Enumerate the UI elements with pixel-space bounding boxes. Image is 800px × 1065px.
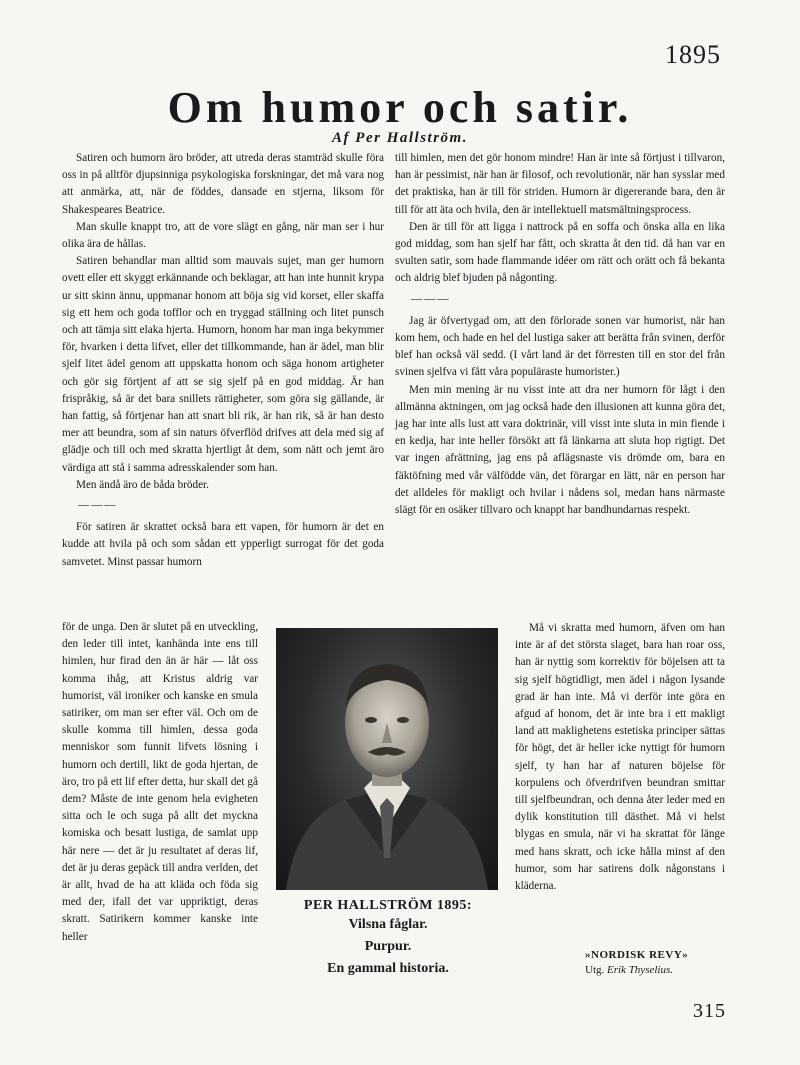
year-label: 1895 <box>665 40 721 69</box>
paragraph: Men ändå äro de båda bröder. <box>76 478 209 491</box>
paragraph: För satiren är skrattet också bara ett vapen, för humorn är det en kudde att hvila på och som sådan ett ypperligt surrogat för det goda samvetet. Minst passar humorn <box>62 521 384 568</box>
paragraph: Må vi skratta med humorn, äfven om han inte är af det största slaget, bara han roar oss, han är nyttig som korrektiv för böjelsen att ta sig sjelf högtidligt, men ädel i någon lysande grad är han inte. Må vi derför inte göra en afgud af honom, det är inte bra i ett makligt land att maklighetens estetiska principer sättas för högt, det är heller icke nyttigt för humorn sjelf, ty han har af naturen böjelse för korpulens och öfverdrifven beundran smittar till sjelfbeundran, och denna åter leder med en dylik konstitution till dästhet. Må vi helst blygas en smula, när vi ha skrattat för länge med hans skratt, och icke hålla minst af den humor, som har satirens dolk någonstans i kläderna. <box>515 622 725 893</box>
paragraph: Den är till för att ligga i nattrock på en soffa och önska alla en lika god middag, som han sjelf har fått, och skratta åt den tid. då han var en svulten satir, som hade flammande idéer om rätt och orätt och få bekanta och aldrig blef bjuden på någonting. <box>395 220 725 285</box>
paragraph: Satiren och humorn äro bröder, att utreda deras stamträd skulle föra oss in på alltför djupsinniga psykologiska forskningar, det må vara nog att anmärka, att, när de föddes, dansade en stjerna, liksom för Shakespeares Beatrice. <box>62 152 384 216</box>
credit-source: »NORDISK REVY» <box>585 949 689 961</box>
caption-work-1: Vilsna fåglar. <box>348 917 428 932</box>
paragraph: Man skulle knappt tro, att de vore slägt en gång, när man ser i hur olika ära de hållas. <box>62 220 384 251</box>
caption-work-2: Purpur. <box>364 939 412 954</box>
caption-work-3: En gammal historia. <box>327 961 449 976</box>
caption-name: PER HALLSTRÖM 1895: <box>303 898 473 913</box>
section-separator: ——— <box>411 292 451 305</box>
credit-editor: Erik Thyselius. <box>607 964 673 976</box>
paragraph: Satiren behandlar man alltid som mauvais sujet, man ger humorn ovett eller ett skyggt erkännande och beklagar, att han inte hunnit krypa ur sitt skinn ännu, uppmanar honom att böja sig vid korset, eller skaffa sig ett hem och goda tofflor och en tryggad ställning och litet punsch och att tämja sitt elaka hjerta. Humorn, honom har man inga bekymmer för, hvarken i detta lifvet, eller det tillkommande, han är ädel, man blir sjelf litet ädel genom att uppskatta honom och säga honom artigheter och gör sig förtjent af att se sig sjelf på en god middag. Är han frispråkig, så är det bara snillets rättigheter, som göra sig gällande, är han fattig, så förtjenar han att snart bli rik, är han rik, så är han desto mer att beundra, som af sin naturs öfverflöd drifves att dela med sig af glädje och till och med skratta hjertligt åt dem, som nätt och jemt äro värdiga att stå i samma adresskalender som han. <box>62 255 384 474</box>
column-left-top <box>62 150 384 571</box>
source-credit <box>585 948 688 978</box>
paragraph: till himlen, men det gör honom mindre! Han är inte så förtjust i tillvaron, han är pessimist, när han är filosof, och revolutionär, när han sysslar med det praktiska, han är till för striden. Humorn är digererande bara, den är till för att äta och hvila, den är intellektuell matsmältningsprocess. <box>395 152 725 216</box>
page-number: 315 <box>693 1000 726 1022</box>
author-portrait-photo <box>276 628 498 890</box>
credit-editor-line <box>585 963 688 978</box>
credit-editor-prefix: Utg. <box>585 964 605 976</box>
article-title: Om humor och satir. <box>167 83 633 132</box>
column-right-bottom <box>515 620 725 895</box>
paragraph: för de unga. Den är slutet på en utveckling, den leder till intet, kanhända inte ens till himlen, hur firad den än är här — låt oss komma ihåg, att Kristus aldrig var humorist, väl ironiker och kanske en smula satiriker, om man ser efter väl. Och om de skulle komma till himlen, dessa goda menniskor som funnit lifvets lösning i humorn och dertill, likt de goda hjertan, de äro, tro på ett lif efter detta, hur skall det gå dem? Måste de inte genom hela evigheten sitta och le och suga på allt det myckna komiska och besatt lustiga, de samlat upp här nere — det är ju resultatet af deras lif, det är ju deras gepäck till andra verlden, det är allt, hvad de ha att kläda och föda sig med der, ifall det var uppriktigt, deras skratt. Satirikern kommer kanske inte heller <box>62 621 259 943</box>
portrait-caption <box>266 898 510 980</box>
column-right-top <box>395 150 725 519</box>
column-left-bottom <box>62 619 258 946</box>
paragraph: Men min mening är nu visst inte att dra ner humorn för lågt i den allmänna aktningen, om jag också hade den illusionen att kunna göra det, jag har inte alls lust att vara doktrinär, vill visst inte sluta in min fiende i en kedja, har inte heller försökt att få länkarna att sluta hop rigtigt. Det var ingen afrättning, jag ens på aflägsnaste vis drömde om, bara en fäktöfning med vår välfödde vän, det förargar en lätt, när en person har det alldeles för makligt och hvilar i nådens sol, medan hans närmaste slägt för en osäker tillvaro och knappt har bandhundarnas respekt. <box>395 383 725 517</box>
article-author: Af Per Hallström. <box>332 130 468 146</box>
portrait-illustration <box>276 628 498 890</box>
paragraph: Jag är öfvertygad om, att den förlorade sonen var humorist, när han kom hem, och hade en hel del lustiga saker att berätta från svinen, derför blef han också väl sedd. (I vårt land är det förresten till en stor del från svinen sjelfva vi fått våra populäraste humorister.) <box>395 314 725 379</box>
section-separator: ——— <box>78 499 118 512</box>
